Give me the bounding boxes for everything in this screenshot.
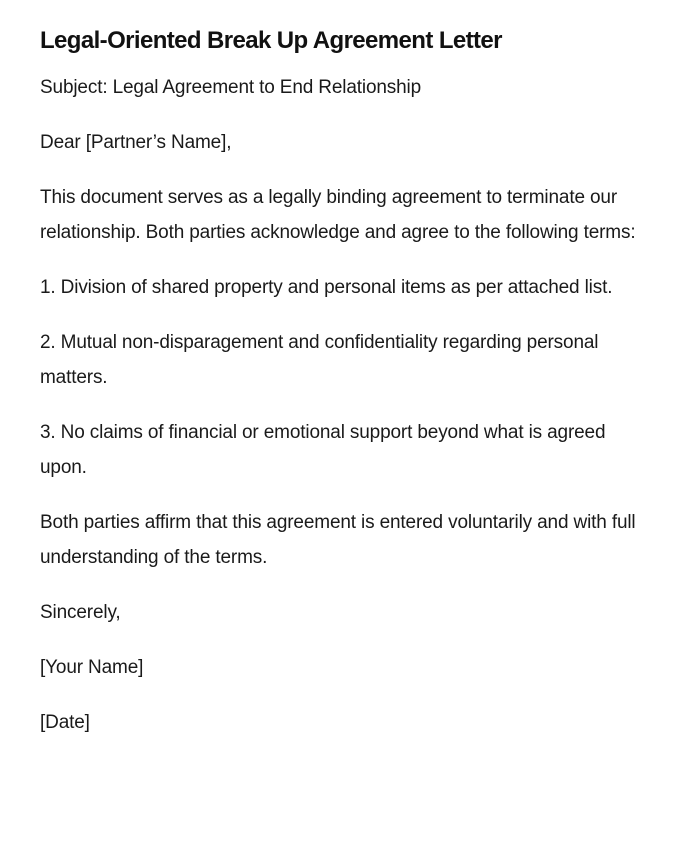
term-item-2: 2. Mutual non-disparagement and confidentiality regarding personal matters. [40, 332, 599, 388]
closing: Sincerely, [40, 602, 121, 623]
signature-date: [Date] [40, 712, 90, 733]
letter-document [40, 24, 640, 760]
term-item-1: 1. Division of shared property and personal items as per attached list. [40, 277, 613, 298]
term-item-3: 3. No claims of financial or emotional support beyond what is agreed upon. [40, 422, 606, 478]
affirmation-paragraph: Both parties affirm that this agreement is entered voluntarily and with full understanding of the terms. [40, 512, 636, 568]
salutation: Dear [Partner’s Name], [40, 132, 232, 153]
intro-paragraph: This document serves as a legally binding agreement to terminate our relationship. Both parties acknowledge and agree to the following terms: [40, 187, 636, 243]
signature-name: [Your Name] [40, 657, 144, 678]
subject-line: Subject: Legal Agreement to End Relationship [40, 77, 422, 98]
document-title: Legal-Oriented Break Up Agreement Letter [40, 27, 502, 54]
